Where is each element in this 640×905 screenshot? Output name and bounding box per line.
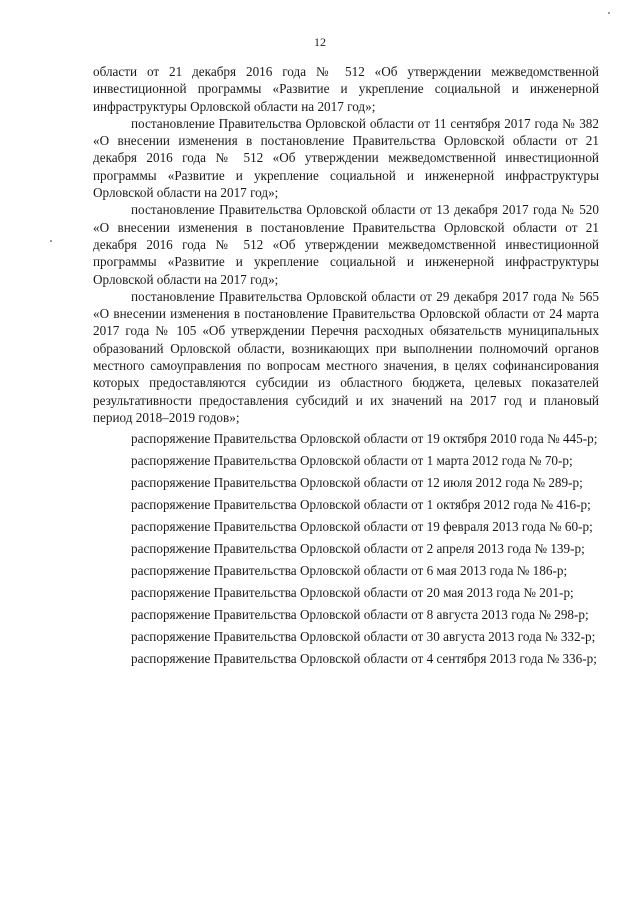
paragraph: распоряжение Правительства Орловской области от 1 марта 2012 года № 70-р;	[131, 453, 573, 469]
page-number: 12	[314, 35, 326, 49]
paragraph: распоряжение Правительства Орловской области от 6 мая 2013 года № 186-р;	[131, 563, 568, 579]
paragraph: распоряжение Правительства Орловской области от 12 июля 2012 года № 289-р;	[131, 475, 583, 491]
paragraph: области от 21 декабря 2016 года № 512 «Об утверждении межведомственной инвестиционной программы «Развитие и укрепление социальной и инженерной инфраструктуры Орловской области на 2017 год»;	[93, 64, 599, 114]
paragraph: постановление Правительства Орловской области от 11 сентября 2017 года № 382 «О внесении изменения в постановление Правительства Орловской области от 21 декабря 2016 года № 512 «Об утверждении межведомственной инвестиционной программы «Развитие и укрепление социальной и инженерной инфраструктуры Орловской области на 2017 год»;	[93, 115, 599, 201]
paragraph: постановление Правительства Орловской области от 13 декабря 2017 года № 520 «О внесении изменения в постановление Правительства Орловской области от 21 декабря 2016 года № 512 «Об утверждении межведомственной инвестиционной программы «Развитие и укрепление социальной и инженерной инфраструктуры Орловской области на 2017 год»;	[93, 202, 599, 287]
paragraph: распоряжение Правительства Орловской области от 4 сентября 2013 года № 336-р;	[131, 651, 597, 667]
paragraph: распоряжение Правительства Орловской области от 20 мая 2013 года № 201-р;	[131, 585, 574, 601]
paragraph: распоряжение Правительства Орловской области от 19 октября 2010 года № 445-р;	[131, 431, 598, 447]
paragraph: распоряжение Правительства Орловской области от 2 апреля 2013 года № 139-р;	[131, 541, 585, 557]
paragraph: распоряжение Правительства Орловской области от 30 августа 2013 года № 332-р;	[131, 629, 596, 645]
paragraph: распоряжение Правительства Орловской области от 1 октября 2012 года № 416-р;	[131, 497, 591, 513]
paragraph: распоряжение Правительства Орловской области от 19 февраля 2013 года № 60-р;	[131, 519, 593, 535]
scan-speck	[608, 12, 610, 14]
scan-speck	[50, 240, 52, 242]
paragraph: постановление Правительства Орловской области от 29 декабря 2017 года № 565 «О внесении изменения в постановление Правительства Орловской области от 24 марта 2017 года № 105 «Об утверждении Перечня расходных обязательств муниципальных образований Орловской области, возникающих при выполнении полномочий органов местного самоуправления по вопросам местного значения, в целях софинансирования которых предоставляются субсидии из областного бюджета, целевых показателей результативности предоставления субсидий и их значений на 2017 год и плановый период 2018–2019 годов»;	[93, 288, 599, 425]
paragraph: распоряжение Правительства Орловской области от 8 августа 2013 года № 298-р;	[131, 607, 589, 623]
document-body	[93, 63, 599, 671]
